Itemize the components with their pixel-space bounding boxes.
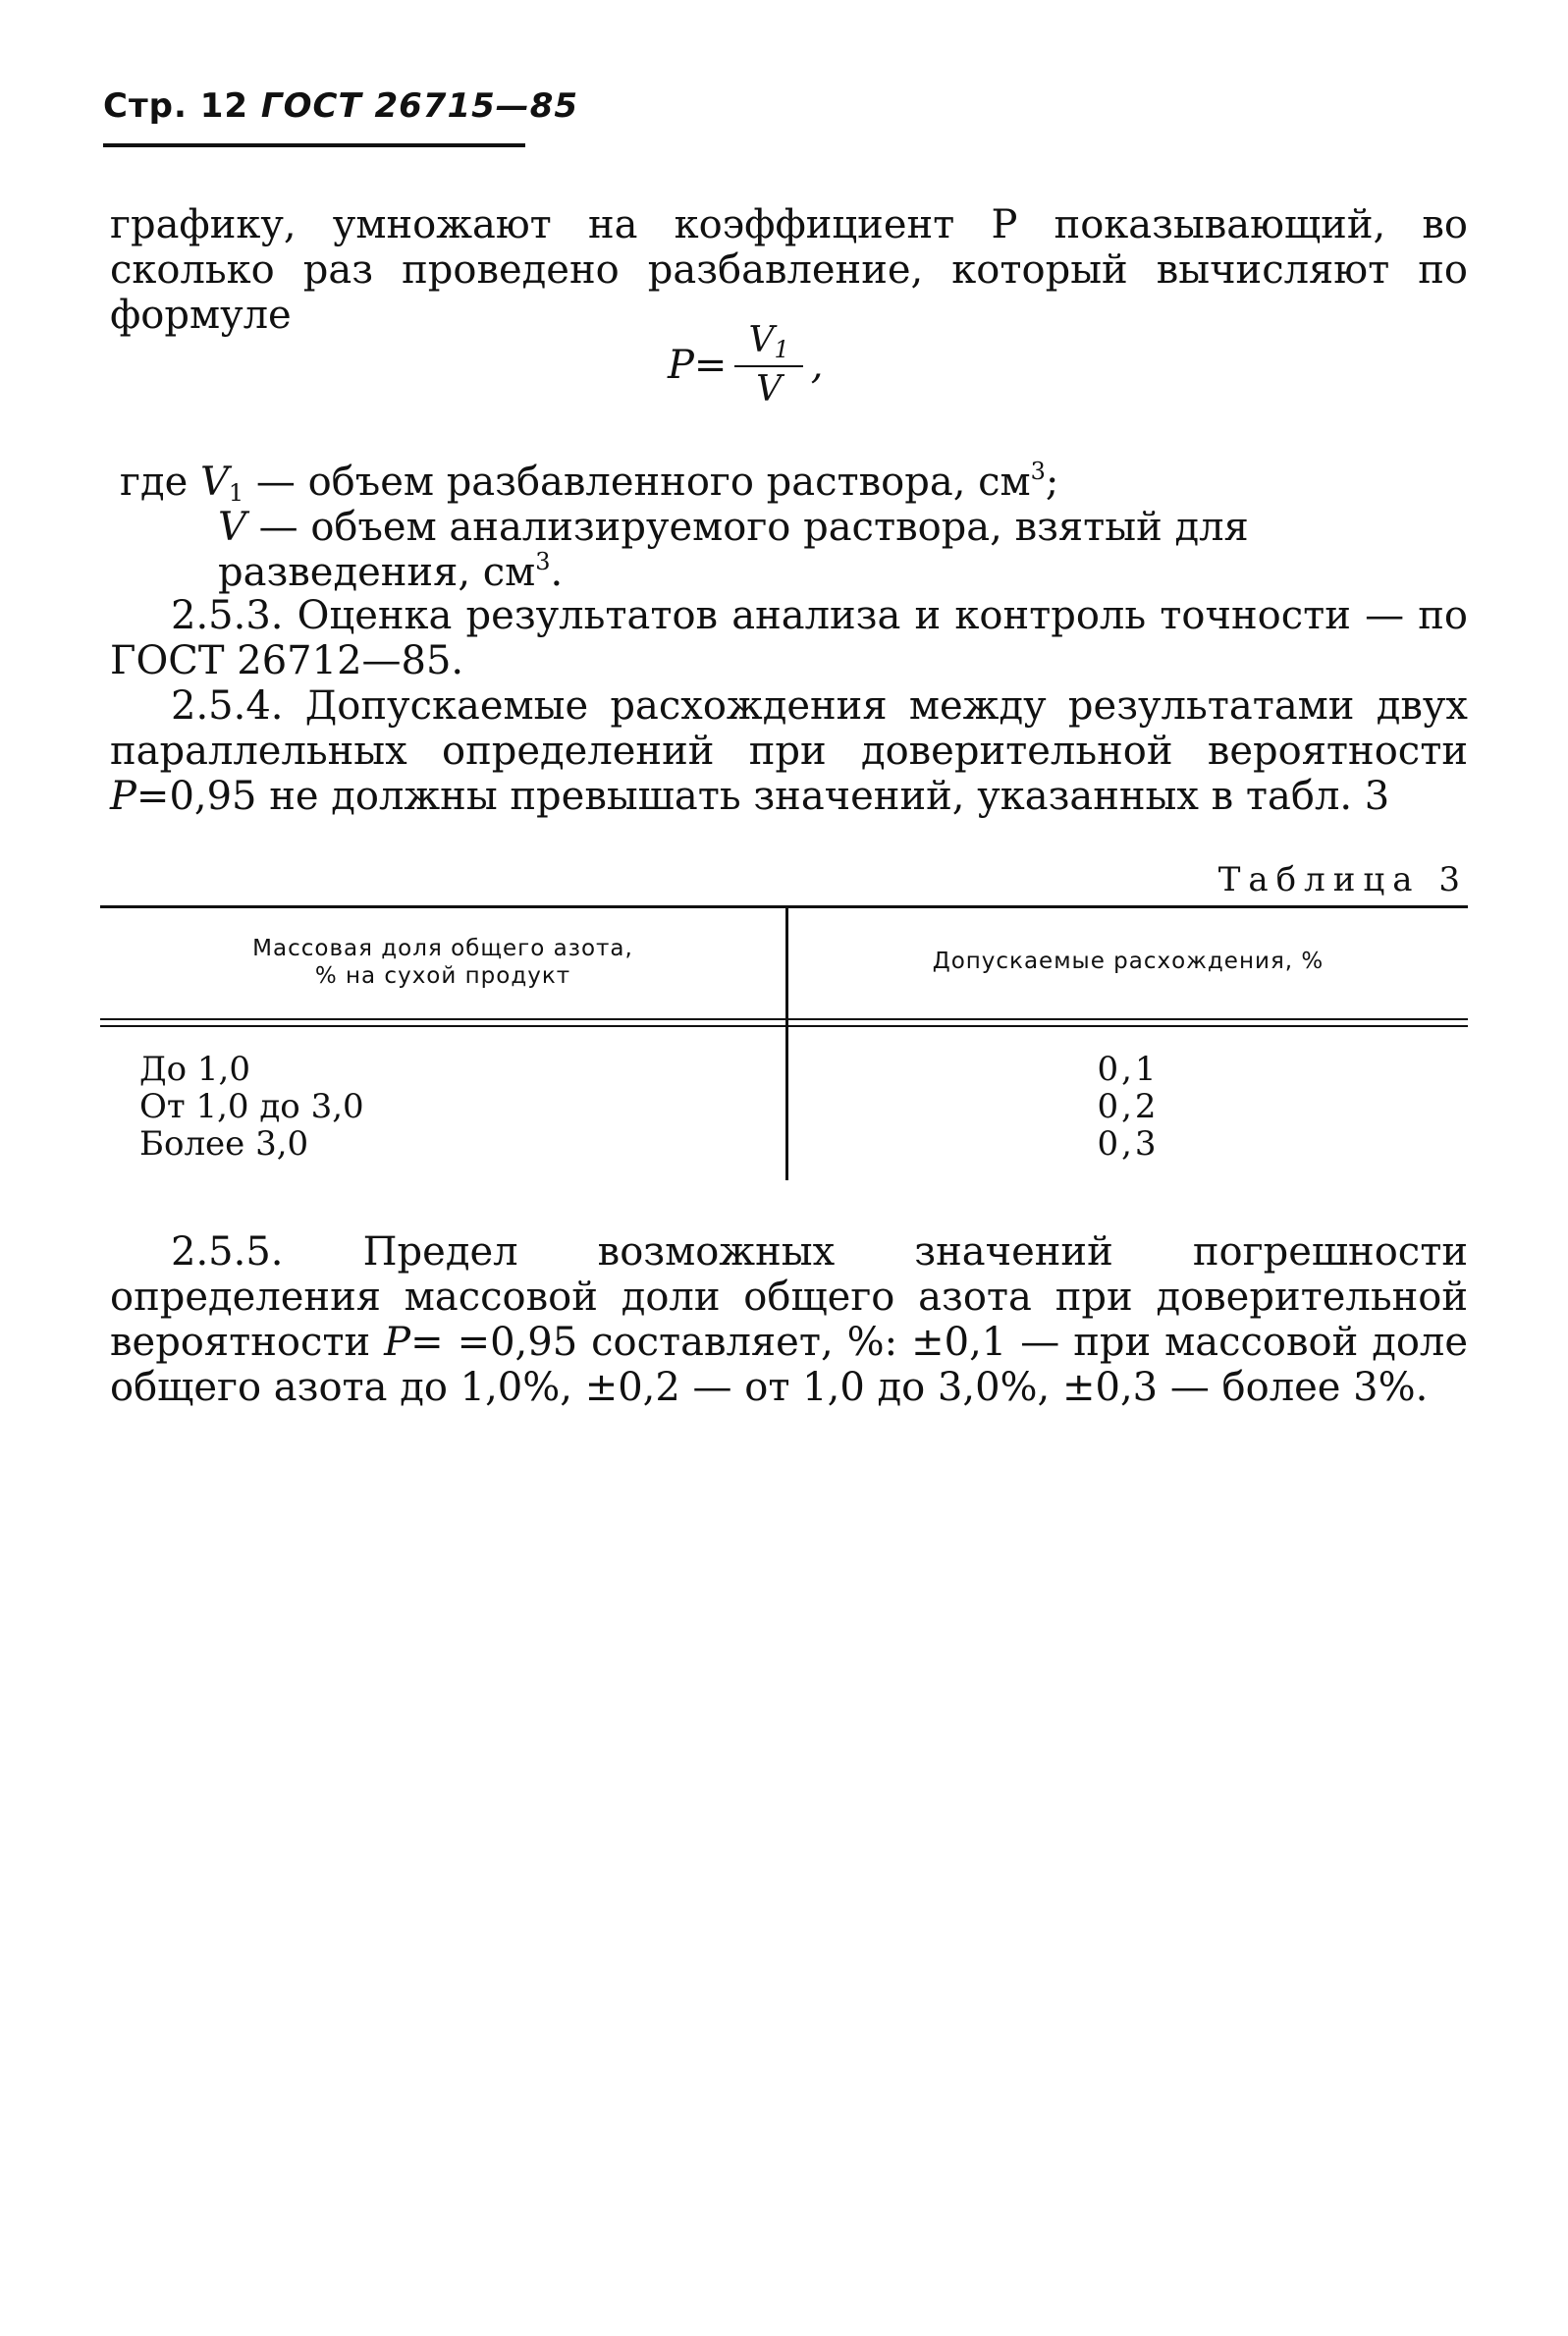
table-cell-value: 0,1	[1097, 1050, 1160, 1089]
table-cell-value: 0,3	[1097, 1124, 1160, 1164]
table-cell-range: Более 3,0	[139, 1124, 309, 1164]
formula-denominator: V	[756, 369, 783, 409]
formula-fraction	[734, 320, 802, 409]
table-row	[139, 1051, 1468, 1088]
table-cell-range: До 1,0	[139, 1050, 250, 1089]
table-header-mass-fraction: Массовая доля общего азота, % на сухой продукт	[252, 936, 633, 989]
header-rule	[103, 143, 525, 147]
definition-v1: где $V_1$ — объем разбавленного раствора, $см^3$;	[120, 458, 1059, 507]
table-top-rule	[100, 905, 1468, 908]
table-header-rule	[100, 1018, 1468, 1020]
table-header-tolerance: Допускаемые расхождения, %	[932, 949, 1325, 974]
page-header	[103, 86, 578, 126]
formula-numerator: $V_1$	[734, 320, 802, 367]
paragraph-2-5-3: 2.5.3. Оценка результатов анализа и контроль точности — по ГОСТ 26712—85.	[110, 593, 1468, 683]
paragraph-continuation: графику, умножают на коэффициент P показывающий, во сколько раз проведено разбавление, который вычисляют по формуле	[110, 202, 1468, 338]
formula-tail: ,	[810, 342, 824, 388]
table-header-rule-double	[100, 1025, 1468, 1027]
standard-number: ГОСТ 26715—85	[260, 86, 579, 126]
table-row	[139, 1088, 1468, 1125]
formula-lhs: P	[668, 342, 694, 388]
formula-equals: =	[693, 342, 728, 388]
table-body	[139, 1051, 1468, 1163]
table-caption: Таблица 3	[1217, 860, 1468, 899]
definition-v: V — объем анализируемого раствора, взятый для разведения, $см^3$.	[218, 505, 1249, 595]
paragraph-2-5-4: 2.5.4. Допускаемые расхождения между результатами двух параллельных определений при доверительной вероятности P=0,95 не должны превышать значений, указанных в табл. 3	[110, 683, 1468, 819]
table-row	[139, 1125, 1468, 1163]
dilution-formula	[668, 320, 823, 409]
table-cell-value: 0,2	[1097, 1087, 1160, 1126]
paragraph-2-5-5: 2.5.5. Предел возможных значений погрешности определения массовой доли общего азота при доверительной вероятности P= =0,95 составляет, %: ±0,1 — при массовой доле общего азота до 1,0%, ±0,2 — от 1,0 до 3,0%, ±0,3 — более 3%.	[110, 1229, 1468, 1410]
tolerance-table	[100, 905, 1468, 1180]
page-number: Стр. 12	[103, 86, 249, 126]
table-cell-range: От 1,0 до 3,0	[139, 1087, 364, 1126]
